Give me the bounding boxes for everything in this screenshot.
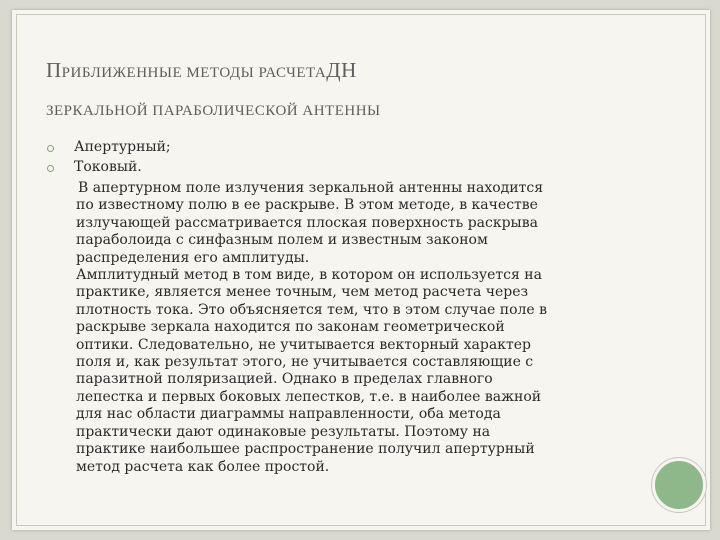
paragraph-line: распределения его амплитуды. — [76, 249, 310, 266]
paragraph-line: практике наибольшее распространение получил апертурный — [76, 441, 535, 458]
title-line-2: ЗЕРКАЛЬНОЙ ПАРАБОЛИЧЕСКОЙ АНТЕННЫ — [46, 103, 381, 119]
paragraph-line: по известному полю в ее раскрыве. В этом методе, в качестве — [76, 197, 538, 214]
slide-body — [46, 138, 626, 476]
paragraph-line: метод расчета как более простой. — [76, 458, 330, 475]
paragraph-line: поля и, как результат этого, не учитывается составляющие с — [76, 354, 534, 371]
slide-title — [46, 56, 646, 123]
slide — [12, 10, 710, 530]
bullet-text: Апертурный; — [74, 139, 171, 156]
paragraph-line: раскрыве зеркала находится по законам геометрической — [76, 319, 505, 336]
paragraph-line: плотность тока. Это объясняется тем, что в этом случае поле в — [76, 301, 548, 318]
paragraph-line: излучающей рассматривается плоская поверхность раскрыва — [76, 214, 538, 231]
title-small-caps: РИБЛИЖЕННЫЕ МЕТОДЫ РАСЧЕТА — [61, 65, 327, 81]
bullet-item — [46, 158, 626, 178]
bullet-text: Токовый. — [74, 159, 142, 176]
paragraph-line: паразитной поляризацией. Однако в пределах главного — [76, 371, 493, 388]
paragraph-line: лепестка и первых боковых лепестков, т.е. в наиболее важной — [76, 388, 542, 405]
paragraph-line: Амплитудный метод в том виде, в котором он используется на — [76, 267, 542, 284]
paragraph-line: практически дают одинаковые результаты. Поэтому на — [76, 423, 491, 440]
bullet-item — [46, 138, 626, 158]
paragraph-line: В апертурном поле излучения зеркальной антенны находится — [78, 180, 544, 196]
title-initial-cap: П — [46, 58, 62, 82]
paragraph-line: практике, является менее точным, чем метод расчета через — [76, 284, 529, 301]
title-line-1 — [46, 56, 646, 87]
decorative-circle — [652, 458, 706, 512]
paragraph-line: оптики. Следовательно, не учитывается векторный характер — [76, 336, 531, 353]
bullet-circle-icon — [47, 165, 54, 172]
paragraph-line: для нас области диаграммы направленности, оба метода — [76, 406, 501, 423]
bullet-circle-icon — [47, 145, 54, 152]
title-suffix: ДН — [326, 58, 357, 82]
body-paragraph — [76, 180, 626, 476]
paragraph-line: параболоида с синфазным полем и известным законом — [76, 232, 488, 249]
